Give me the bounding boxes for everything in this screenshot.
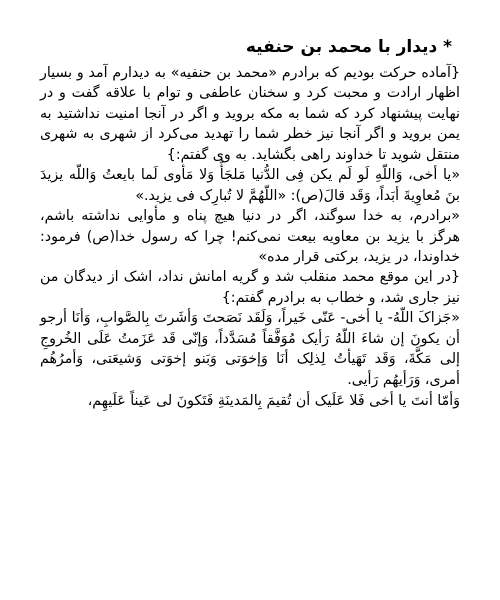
- persian-translation-paragraph: «برادرم، به خدا سوگند، اگر در دنیا هیچ پناه و مأوایی نداشته باشم، هرگز با یزید بن معاویه بیعت نمی‌کنم! چرا که رسول خدا(ص) فرمود: خداوندا، در یزید، برکتی قرار مده»: [40, 208, 460, 266]
- arabic-quote-paragraph-thanks: «جَزاکَ اللّهُ- یا أخی- عَنّی خَیراً، وَلَقَد نَصَحتَ وَأشَرتَ بِالصَّوابِ، وَأنَا أرجو أن یکونَ إن شاءَ اللّهُ رَأیک مُوَفَّقاً مُسَدَّداً، وَإنّی قَد عَزَمتُ عَلَی الخُروجِ إلی مَکَّةَ، وَقَد تَهَیأتُ لِذلِک أنَا وَإخوَتی وَبَنو إخوَتی وَشیعَتی، وَأمرُهُم أمری، وَرَأیهُم رَأیی.: [40, 310, 460, 389]
- narrative-paragraph-weeping: {در این موقع محمد منقلب شد و گریه امانش نداد، اشک از دیدگان من نیز جاری شد، و خطاب به برادرم گفتم:}: [40, 269, 460, 306]
- arabic-quote-paragraph-medina: وَأمّا أنتَ یا أخی فَلا عَلَیک أن تُقیمَ بِالمَدینَةِ فَتَکونَ لی عَیناً عَلَیهِم،: [87, 392, 460, 409]
- arabic-quote-paragraph: «یا أخی، وَاللّهِ لَو لَم یکن فِی الدُّنیا مَلجَأٌ وَلا مَأوی لَما بایعتُ وَاللّه یزیدَ بنَ مُعاوِیةَ أبَداً، وَقَد قالَ(ص): «اللّهُمَّ لا تُبارِک فی یزید.»: [40, 167, 460, 204]
- section-heading: * دیدار با محمد بن حنفیه: [245, 37, 452, 57]
- narrative-paragraph-arrival: {آماده حرکت بودیم که برادرم «محمد بن حنفیه» به دیدارم آمد و بسیار اظهار ارادت و محبت کرد و سخنان عاطفی و توام با علاقه گفت و در نهایت پیشنهاد کرد که شما به مکه بروید و اگر در آنجا امنیت نداشتید به یمن بروید و اگر آنجا نیز خطر شما را تهدید می‌کرد از شهری به شهری منتقل شوید تا خداوند راهی بگشاید. به وی گفتم:}: [40, 65, 460, 163]
